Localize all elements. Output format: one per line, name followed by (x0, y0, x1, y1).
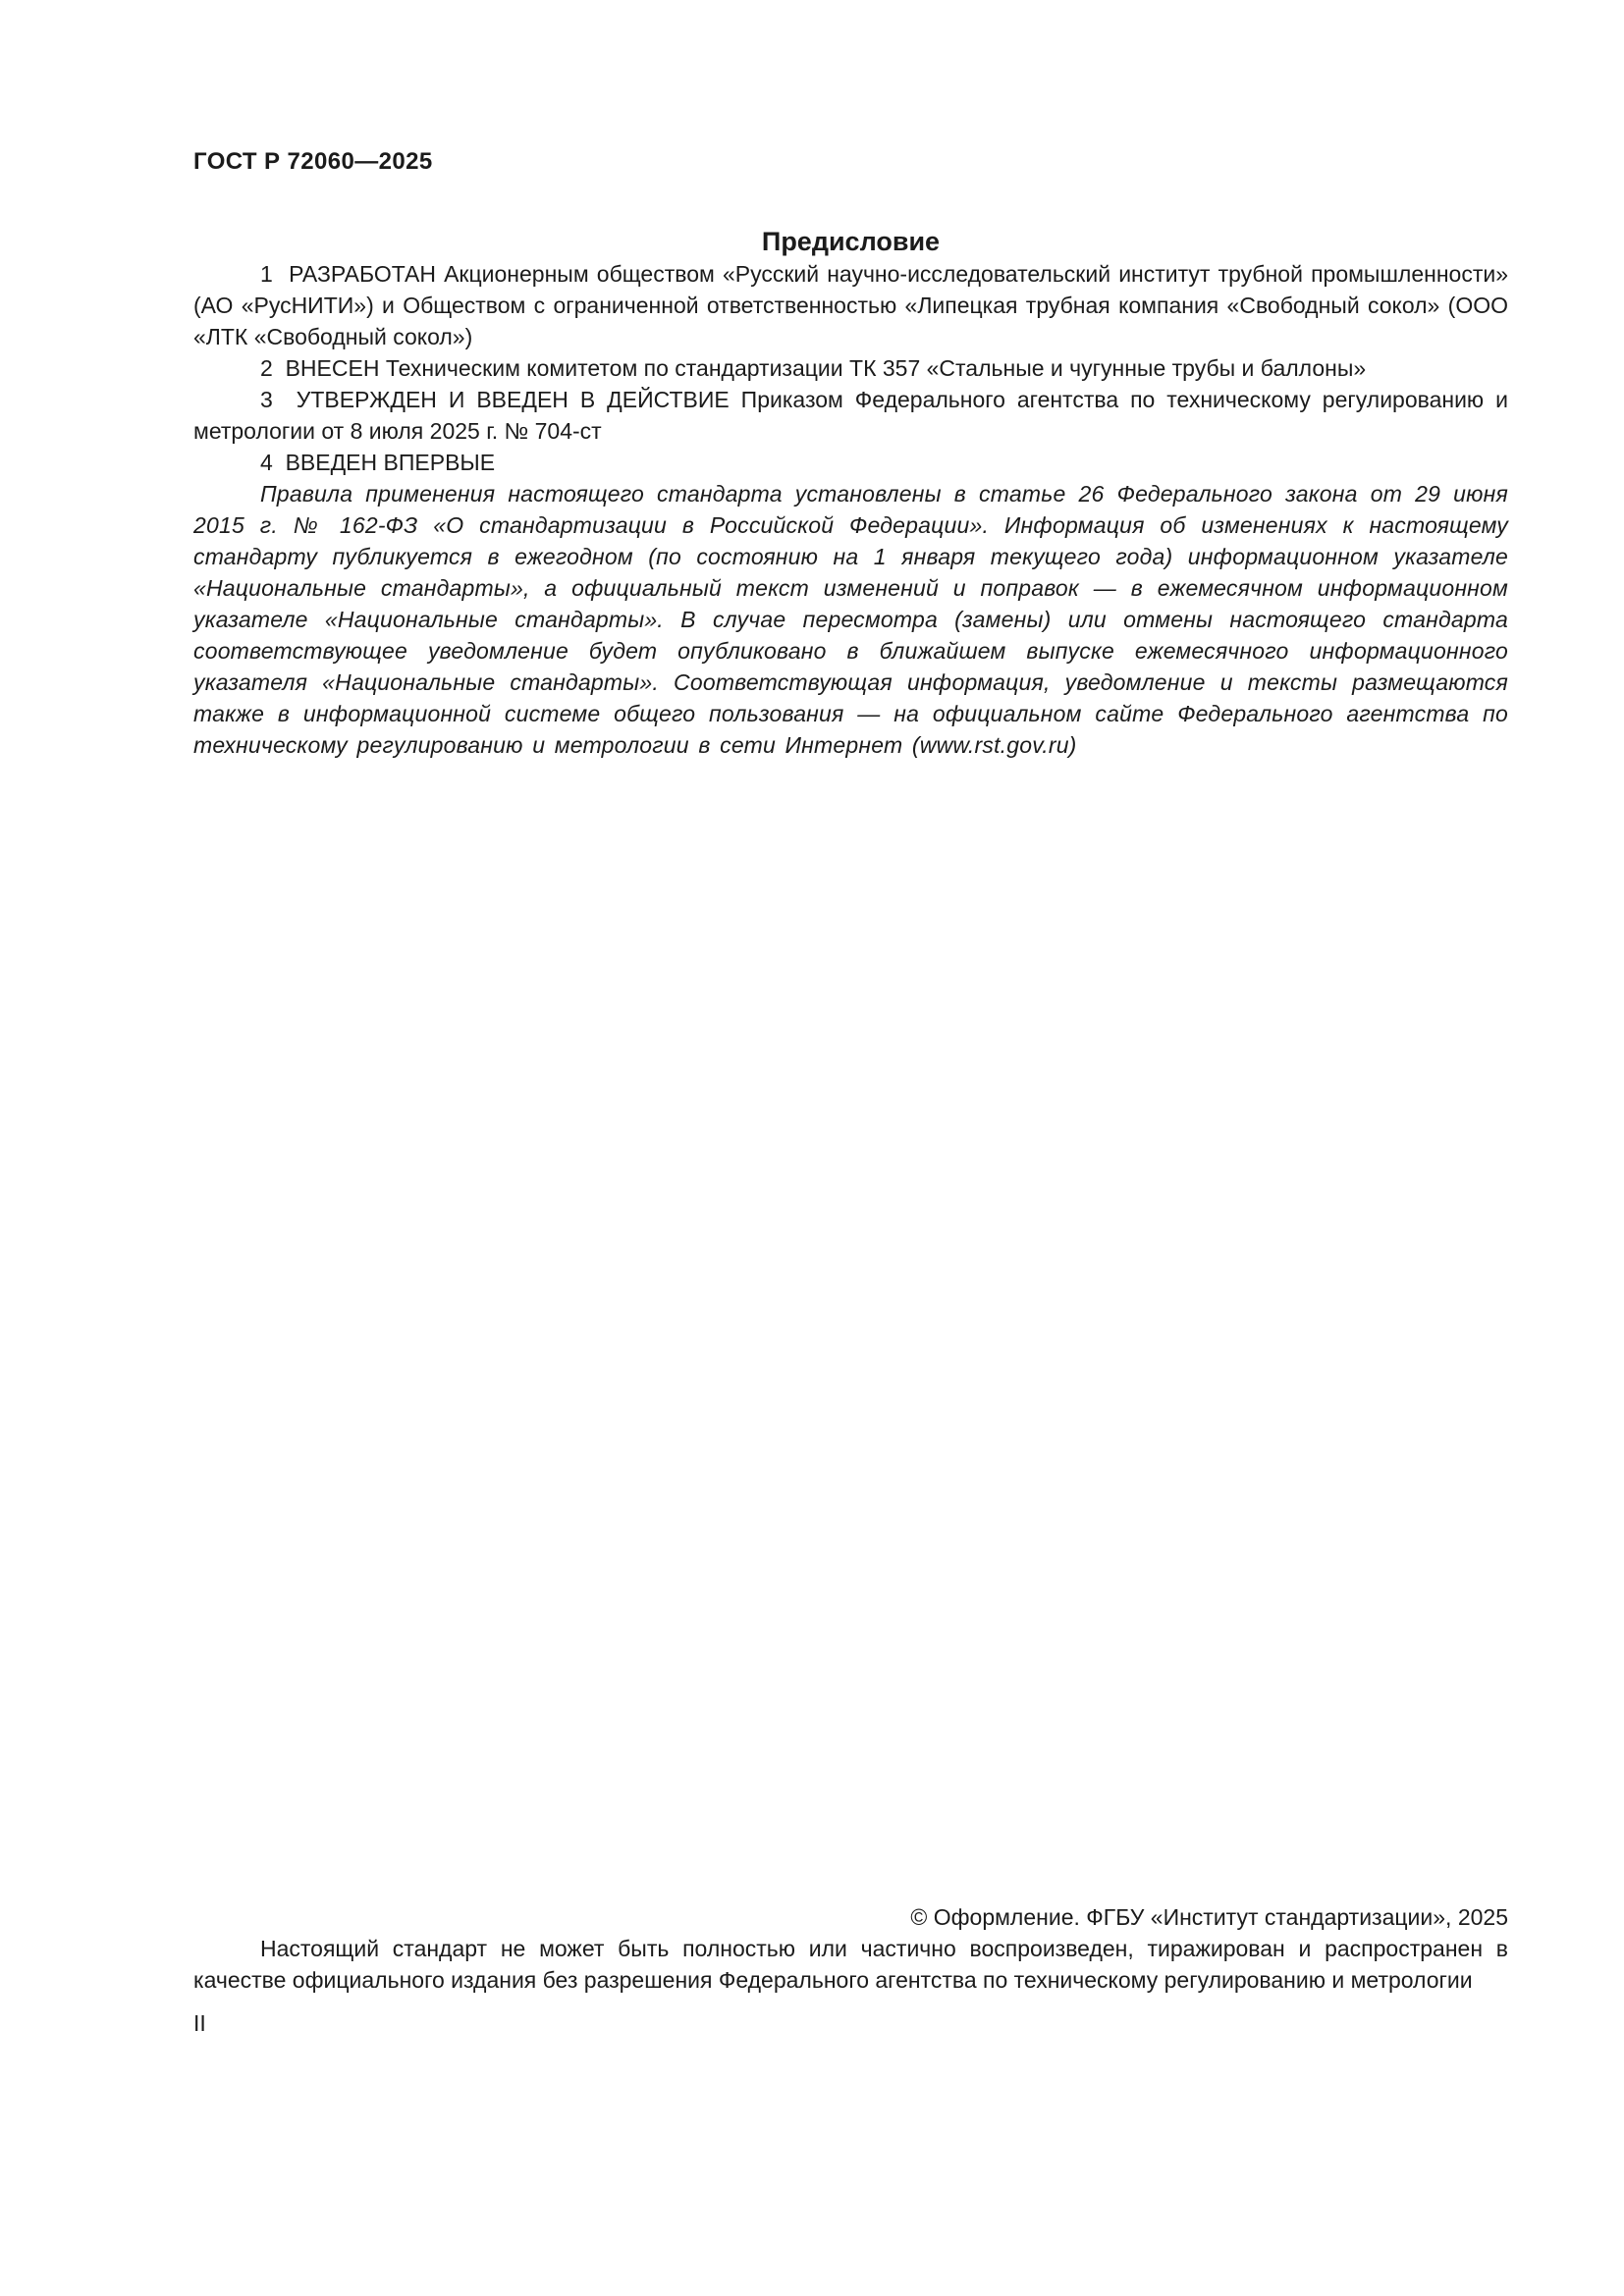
foreword-clause-approved: 3 УТВЕРЖДЕН И ВВЕДЕН В ДЕЙСТВИЕ Приказом Федерального агентства по техническому регулированию и метрологии от 8 июля 2025 г. № 704-ст (193, 387, 1508, 444)
legal-notice: Правила применения настоящего стандарта установлены в статье 26 Федерального закона от 29 июня 2015 г. № 162-ФЗ «О стандартизации в Российской Федерации». Информация об изменениях к настоящему стандарту публикуется в ежегодном (по состоянию на 1 января текущего года) информационном указателе «Национальные стандарты», а официальный текст изменений и поправок — в ежемесячном информационном указателе «Национальные стандарты». В случае пересмотра (замены) или отмены настоящего стандарта соответствующее уведомление будет опубликовано в ближайшем выпуске ежемесячного информационного указателя «Национальные стандарты». Соответствующая информация, уведомление и тексты размещаются также в информационной системе общего пользования — на официальном сайте Федерального агентства по техническому регулированию и метрологии в сети Интернет (www.rst.gov.ru) (193, 481, 1508, 758)
foreword-clause-first-edition: 4 ВВЕДЕН ВПЕРВЫЕ (260, 450, 496, 475)
foreword-clause-submitted: 2 ВНЕСЕН Техническим комитетом по стандартизации ТК 357 «Стальные и чугунные трубы и баллоны» (260, 355, 1367, 381)
copyright-line: © Оформление. ФГБУ «Институт стандартизации», 2025 (910, 1904, 1508, 1930)
foreword-clause-developed: 1 РАЗРАБОТАН Акционерным обществом «Русский научно-исследовательский институт трубной промышленности» (АО «РусНИТИ») и Обществом с ограниченной ответственностью «Липецкая трубная компания «Свободный сокол» (ООО «ЛТК «Свободный сокол») (193, 261, 1508, 349)
standard-designation-header: ГОСТ Р 72060—2025 (193, 148, 433, 175)
page-footer (193, 1901, 1508, 2039)
page-content (193, 0, 1508, 761)
page-title: Предисловие (761, 227, 941, 256)
reproduction-restriction-notice: Настоящий стандарт не может быть полностью или частично воспроизведен, тиражирован и распространен в качестве официального издания без разрешения Федерального агентства по техническому регулированию и метрологии (193, 1936, 1508, 1993)
page-number: II (193, 2010, 206, 2036)
